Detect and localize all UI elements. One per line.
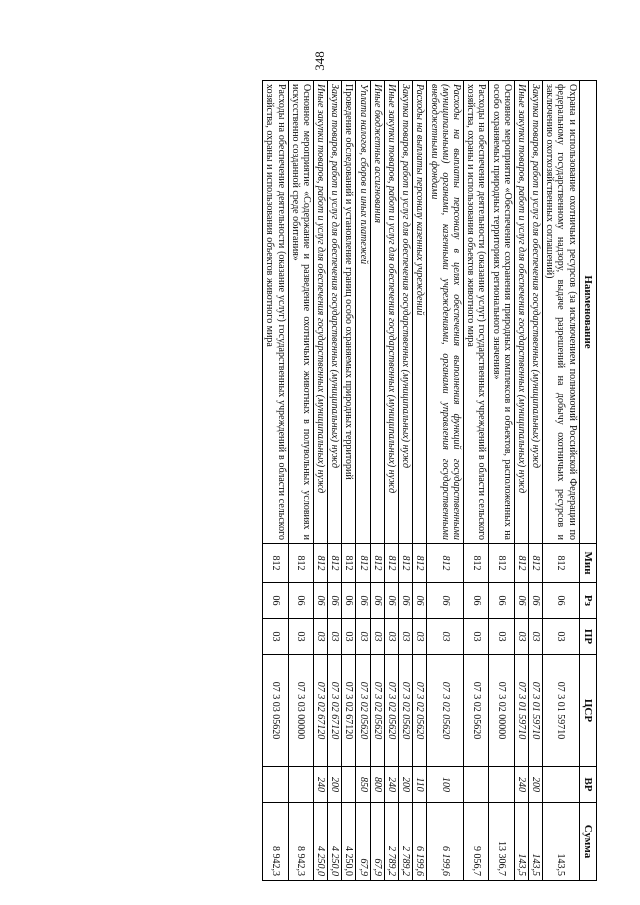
cell-vr (263, 767, 288, 803)
cell-sum: 67,9 (370, 803, 384, 881)
cell-csr: 07 3 02 67120 (328, 655, 342, 767)
cell-rz: 06 (427, 583, 464, 619)
cell-vr: 240 (514, 767, 528, 803)
cell-sum: 143,5 (543, 803, 580, 881)
cell-sum: 13 306,7 (489, 803, 514, 881)
cell-min: 812 (263, 544, 288, 583)
cell-min: 812 (514, 544, 528, 583)
cell-csr: 07 3 02 05620 (384, 655, 398, 767)
cell-rz: 06 (384, 583, 398, 619)
cell-min: 812 (328, 544, 342, 583)
cell-pr: 03 (288, 619, 313, 655)
cell-sum: 8 942,3 (263, 803, 288, 881)
cell-min: 812 (427, 544, 464, 583)
cell-name: Расходы на обеспечение деятельности (оказание услуг) государственных учреждений в области сельского хозяйства, охраны и использования объектов животного мира (464, 81, 489, 544)
cell-pr: 03 (514, 619, 528, 655)
cell-sum: 143,5 (514, 803, 528, 881)
cell-csr: 07 3 02 05620 (356, 655, 370, 767)
cell-sum: 6 199,6 (427, 803, 464, 881)
table-row (328, 81, 342, 881)
cell-name: Расходы на обеспечение деятельности (оказание услуг) государственных учреждений в области сельского хозяйства, охраны и использования объектов животного мира (263, 81, 288, 544)
cell-rz: 06 (464, 583, 489, 619)
cell-sum: 2 789,2 (384, 803, 398, 881)
cell-vr: 800 (370, 767, 384, 803)
cell-csr: 07 3 03 05620 (263, 655, 288, 767)
cell-sum: 143,5 (528, 803, 542, 881)
table-row (528, 81, 542, 881)
cell-pr: 03 (328, 619, 342, 655)
cell-pr: 03 (356, 619, 370, 655)
cell-sum: 8 942,3 (288, 803, 313, 881)
cell-csr: 07 3 02 67120 (342, 655, 356, 767)
cell-sum: 2 789,2 (399, 803, 413, 881)
cell-sum: 6 199,6 (413, 803, 427, 881)
cell-name: Иные закупки товаров, работ и услуг для обеспечения государственных (муниципальных) нужд (384, 81, 398, 544)
cell-name: Закупка товаров, работ и услуг для обеспечения государственных (муниципальных) нужд (328, 81, 342, 544)
cell-rz: 06 (370, 583, 384, 619)
cell-vr: 200 (399, 767, 413, 803)
cell-name: Охрана и использование охотничьих ресурсов (за исключением полномочий Российской Федерации по федеральному государственному надзору, выдаче разрешений на добычу охотничьих ресурсов и заключению охотхозяйственных соглашений) (543, 81, 580, 544)
table-row (313, 81, 327, 881)
page-number: 348 (312, 51, 327, 71)
cell-rz: 06 (263, 583, 288, 619)
cell-pr: 03 (543, 619, 580, 655)
cell-vr: 110 (413, 767, 427, 803)
header-min: Мин (579, 544, 596, 583)
header-sum: Сумма (579, 803, 596, 881)
cell-csr: 07 3 02 05620 (370, 655, 384, 767)
table-row (543, 81, 580, 881)
table-row (427, 81, 464, 881)
cell-rz: 06 (288, 583, 313, 619)
cell-vr (489, 767, 514, 803)
cell-csr: 07 3 02 05620 (399, 655, 413, 767)
cell-sum: 67,9 (356, 803, 370, 881)
cell-vr (464, 767, 489, 803)
table-row (263, 81, 288, 881)
cell-sum: 4 250,0 (342, 803, 356, 881)
cell-vr: 240 (313, 767, 327, 803)
cell-pr: 03 (370, 619, 384, 655)
cell-name: Расходы на выплаты персоналу казенных учреждений (413, 81, 427, 544)
cell-rz: 06 (543, 583, 580, 619)
cell-min: 812 (342, 544, 356, 583)
table-row (288, 81, 313, 881)
cell-name: Проведение обследований и установление границ особо охраняемых природных территорий (342, 81, 356, 544)
header-csr: ЦСР (579, 655, 596, 767)
cell-min: 812 (370, 544, 384, 583)
cell-rz: 06 (399, 583, 413, 619)
header-rz: Рз (579, 583, 596, 619)
cell-pr: 03 (528, 619, 542, 655)
cell-vr: 200 (328, 767, 342, 803)
cell-pr: 03 (384, 619, 398, 655)
cell-sum: 9 056,7 (464, 803, 489, 881)
cell-vr: 850 (356, 767, 370, 803)
cell-vr: 240 (384, 767, 398, 803)
cell-sum: 4 250,0 (328, 803, 342, 881)
cell-csr: 07 3 01 59710 (528, 655, 542, 767)
header-name: Наименование (579, 81, 596, 544)
cell-csr: 07 3 01 59710 (543, 655, 580, 767)
cell-csr: 07 3 03 00000 (288, 655, 313, 767)
header-pr: ПР (579, 619, 596, 655)
cell-vr (288, 767, 313, 803)
cell-rz: 06 (413, 583, 427, 619)
cell-min: 812 (356, 544, 370, 583)
cell-min: 812 (528, 544, 542, 583)
table-row (342, 81, 356, 881)
cell-name: Иные закупки товаров, работ и услуг для обеспечения государственных (муниципальных) нужд (514, 81, 528, 544)
cell-name: Основное мероприятие «Содержание и разведение охотничьих животных в полувольных условиях и искусственно созданной среде обитания» (288, 81, 313, 544)
table-row (356, 81, 370, 881)
cell-pr: 03 (342, 619, 356, 655)
cell-pr: 03 (427, 619, 464, 655)
cell-name: Расходы на выплаты персоналу в целях обеспечения выполнения функций государственными (муниципальными) органами, казенными учреждениями, органами управления государственными внебюджетными фондами (427, 81, 464, 544)
cell-name: Уплата налогов, сборов и иных платежей (356, 81, 370, 544)
cell-rz: 06 (514, 583, 528, 619)
cell-pr: 03 (313, 619, 327, 655)
cell-pr: 03 (399, 619, 413, 655)
cell-pr: 03 (489, 619, 514, 655)
cell-vr: 200 (528, 767, 542, 803)
cell-vr (342, 767, 356, 803)
table-row (370, 81, 384, 881)
cell-name: Закупка товаров, работ и услуг для обеспечения государственных (муниципальных) нужд (528, 81, 542, 544)
cell-min: 812 (464, 544, 489, 583)
cell-csr: 07 3 02 05620 (427, 655, 464, 767)
cell-rz: 06 (528, 583, 542, 619)
cell-csr: 07 3 02 00000 (489, 655, 514, 767)
cell-csr: 07 3 01 59710 (514, 655, 528, 767)
cell-name: Закупка товаров, работ и услуг для обеспечения государственных (муниципальных) нужд (399, 81, 413, 544)
table-row (399, 81, 413, 881)
cell-vr: 100 (427, 767, 464, 803)
cell-rz: 06 (313, 583, 327, 619)
table-row (489, 81, 514, 881)
cell-sum: 4 250,0 (313, 803, 327, 881)
cell-csr: 07 3 02 05620 (413, 655, 427, 767)
cell-rz: 06 (356, 583, 370, 619)
cell-name: Иные закупки товаров, работ и услуг для обеспечения государственных (муниципальных) нужд (313, 81, 327, 544)
cell-pr: 03 (464, 619, 489, 655)
cell-min: 812 (313, 544, 327, 583)
header-vr: ВР (579, 767, 596, 803)
cell-pr: 03 (413, 619, 427, 655)
rotated-page (77, 80, 597, 880)
table-row (514, 81, 528, 881)
cell-name: Иные бюджетные ассигнования (370, 81, 384, 544)
header-row (579, 81, 596, 881)
cell-rz: 06 (342, 583, 356, 619)
cell-min: 812 (399, 544, 413, 583)
cell-rz: 06 (328, 583, 342, 619)
cell-vr (543, 767, 580, 803)
budget-table (262, 80, 597, 881)
table-row (464, 81, 489, 881)
cell-csr: 07 3 02 67120 (313, 655, 327, 767)
cell-min: 812 (384, 544, 398, 583)
cell-pr: 03 (263, 619, 288, 655)
cell-csr: 07 3 02 05620 (464, 655, 489, 767)
table-row (413, 81, 427, 881)
cell-min: 812 (489, 544, 514, 583)
cell-min: 812 (543, 544, 580, 583)
cell-name: Основное мероприятие «Обеспечение сохранения природных комплексов и объектов, расположенных на особо охраняемых природных территориях регионального значения» (489, 81, 514, 544)
cell-min: 812 (413, 544, 427, 583)
table-row (384, 81, 398, 881)
cell-min: 812 (288, 544, 313, 583)
cell-rz: 06 (489, 583, 514, 619)
